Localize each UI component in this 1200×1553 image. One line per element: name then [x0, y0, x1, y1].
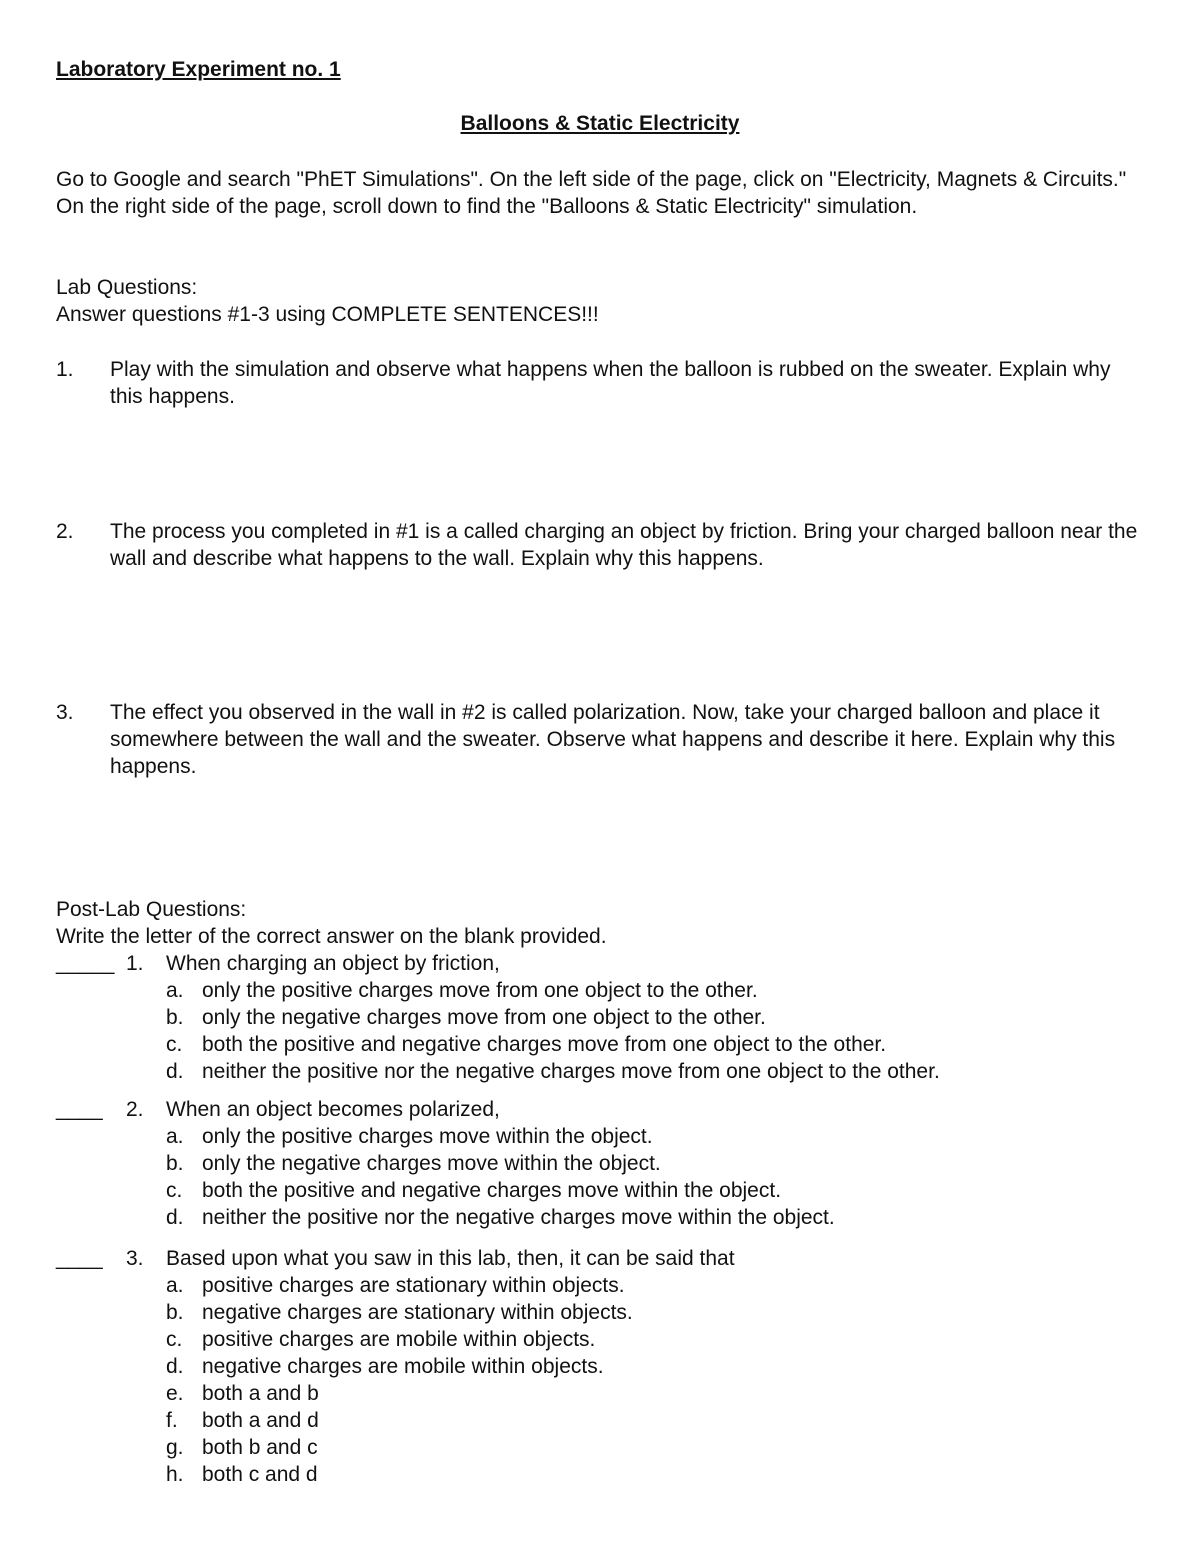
option-a: [56, 977, 1146, 1004]
post-lab-header: [56, 896, 607, 950]
option-b: [56, 1150, 1146, 1177]
option-text: both a and d: [202, 1409, 319, 1432]
question-number: 3.: [126, 1247, 144, 1270]
post-lab-label: Post-Lab Questions:: [56, 898, 247, 921]
option-letter: h.: [166, 1463, 184, 1486]
option-text: both the positive and negative charges move within the object.: [202, 1179, 782, 1202]
option-d: [56, 1353, 1146, 1380]
option-letter: a.: [166, 1125, 184, 1148]
option-text: both the positive and negative charges move from one object to the other.: [202, 1033, 887, 1056]
option-text: only the positive charges move within the object.: [202, 1125, 653, 1148]
option-letter: d.: [166, 1060, 184, 1083]
option-d: [56, 1058, 1146, 1085]
lab-question-number: 2.: [56, 520, 74, 543]
question-stem-row: [56, 1096, 1146, 1123]
option-a: [56, 1123, 1146, 1150]
option-text: negative charges are mobile within objects.: [202, 1355, 604, 1378]
question-number: 2.: [126, 1098, 144, 1121]
lab-questions-instruction: Answer questions #1-3 using COMPLETE SENTENCES!!!: [56, 303, 599, 326]
option-letter: b.: [166, 1006, 184, 1029]
answer-blank: _____: [56, 952, 115, 975]
lab-question-number: 1.: [56, 358, 74, 381]
option-text: only the positive charges move from one object to the other.: [202, 979, 758, 1002]
option-text: both a and b: [202, 1382, 319, 1405]
option-text: only the negative charges move from one object to the other.: [202, 1006, 766, 1029]
question-stem: Based upon what you saw in this lab, then, it can be said that: [166, 1247, 735, 1270]
option-h: [56, 1461, 1146, 1488]
lab-questions-label: Lab Questions:: [56, 276, 198, 299]
lab-question-1: [56, 356, 1146, 410]
option-text: positive charges are stationary within objects.: [202, 1274, 625, 1297]
option-letter: e.: [166, 1382, 184, 1405]
answer-blank: ____: [56, 1247, 103, 1270]
option-e: [56, 1380, 1146, 1407]
post-lab-instruction: Write the letter of the correct answer on the blank provided.: [56, 925, 607, 948]
option-letter: d.: [166, 1355, 184, 1378]
option-text: only the negative charges move within the object.: [202, 1152, 661, 1175]
lab-question-number: 3.: [56, 701, 74, 724]
option-letter: d.: [166, 1206, 184, 1229]
document-title: Balloons & Static Electricity: [460, 112, 740, 135]
option-letter: c.: [166, 1179, 183, 1202]
lab-questions-header: [56, 274, 599, 328]
option-text: neither the positive nor the negative charges move from one object to the other.: [202, 1060, 940, 1083]
option-letter: c.: [166, 1328, 183, 1351]
option-text: positive charges are mobile within objects.: [202, 1328, 596, 1351]
option-text: negative charges are stationary within objects.: [202, 1301, 633, 1324]
document-page: [56, 56, 1146, 1486]
option-letter: f.: [166, 1409, 178, 1432]
option-g: [56, 1434, 1146, 1461]
option-letter: g.: [166, 1436, 184, 1459]
post-lab-question-3: [56, 1245, 1146, 1488]
option-text: both b and c: [202, 1436, 318, 1459]
lab-question-2: [56, 518, 1146, 572]
intro-paragraph: Go to Google and search "PhET Simulations". On the left side of the page, click on "Electricity, Magnets & Circuits." On the right side of the page, scroll down to find the "Balloons & Static Electricity" simulation.: [56, 168, 1127, 218]
lab-question-text: Play with the simulation and observe what happens when the balloon is rubbed on the sweater. Explain why this happens.: [110, 358, 1111, 408]
option-c: [56, 1326, 1146, 1353]
question-stem-row: [56, 1245, 1146, 1272]
option-letter: b.: [166, 1152, 184, 1175]
post-lab-question-2: [56, 1096, 1146, 1231]
option-b: [56, 1299, 1146, 1326]
question-number: 1.: [126, 952, 144, 975]
lab-question-text: The process you completed in #1 is a called charging an object by friction. Bring your charged balloon near the wall and describe what happens to the wall. Explain why this happens.: [110, 520, 1138, 570]
option-b: [56, 1004, 1146, 1031]
option-text: both c and d: [202, 1463, 318, 1486]
question-stem: When charging an object by friction,: [166, 952, 500, 975]
post-lab-question-1: [56, 950, 1146, 1085]
question-stem: When an object becomes polarized,: [166, 1098, 500, 1121]
option-d: [56, 1204, 1146, 1231]
option-f: [56, 1407, 1146, 1434]
answer-blank: ____: [56, 1098, 103, 1121]
option-letter: b.: [166, 1301, 184, 1324]
option-a: [56, 1272, 1146, 1299]
option-c: [56, 1031, 1146, 1058]
lab-question-3: [56, 699, 1146, 780]
lab-question-text: The effect you observed in the wall in #2 is called polarization. Now, take your charged balloon and place it somewhere between the wall and the sweater. Observe what happens and describe it here. Explain why this happens.: [110, 701, 1116, 778]
option-letter: a.: [166, 1274, 184, 1297]
option-c: [56, 1177, 1146, 1204]
option-letter: a.: [166, 979, 184, 1002]
document-heading: Laboratory Experiment no. 1: [56, 58, 341, 81]
option-text: neither the positive nor the negative charges move within the object.: [202, 1206, 835, 1229]
option-letter: c.: [166, 1033, 183, 1056]
question-stem-row: [56, 950, 1146, 977]
